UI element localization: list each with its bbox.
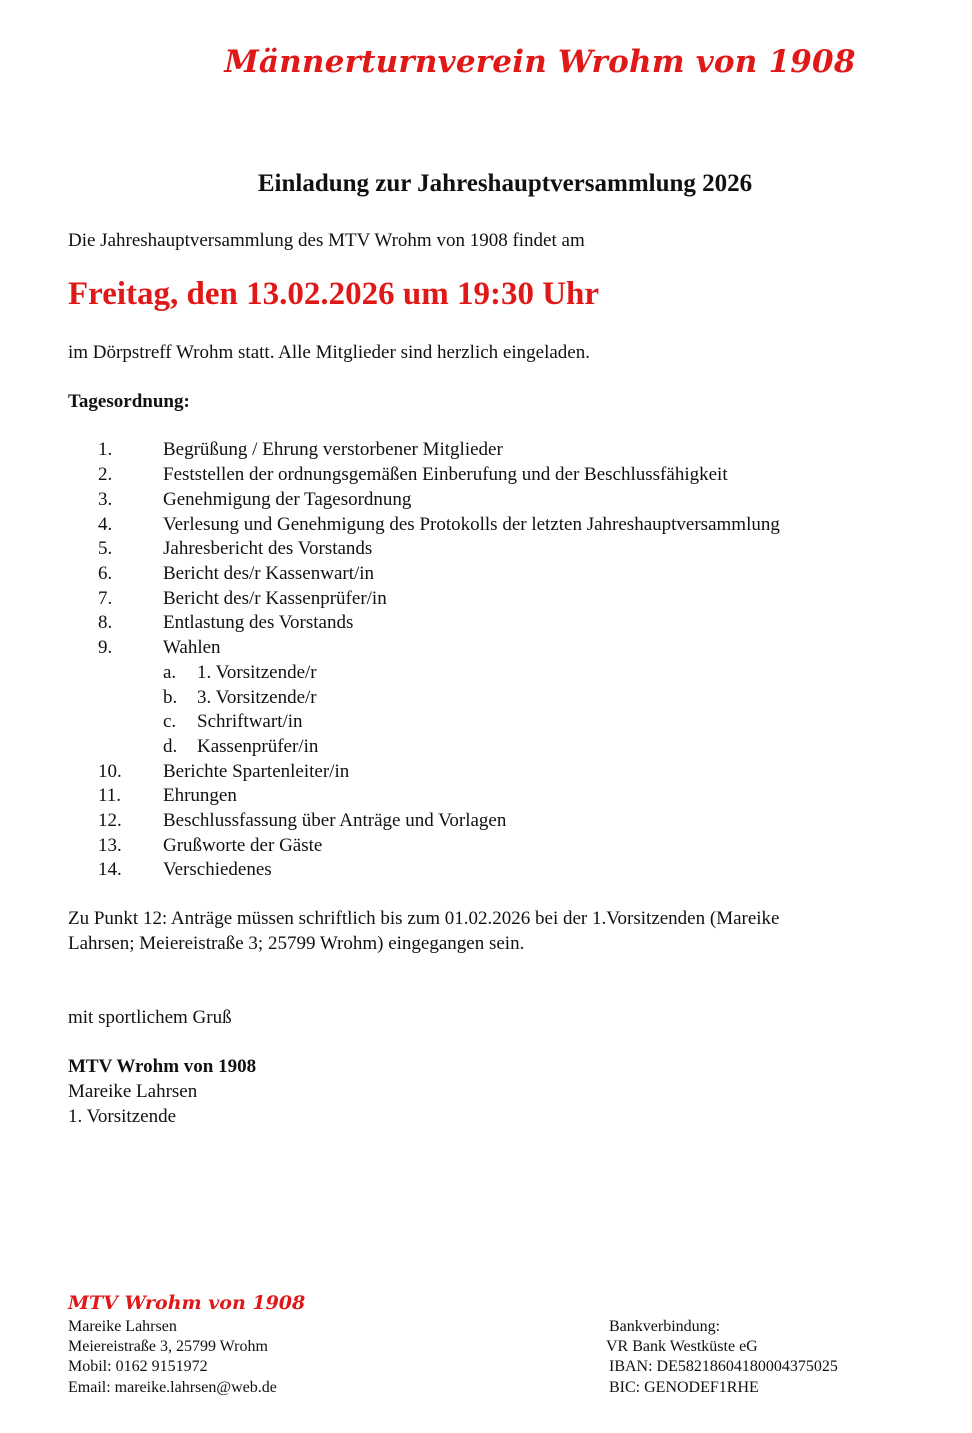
agenda-text: Grußworte der Gäste [163, 835, 323, 856]
agenda-number: 14. [98, 859, 122, 880]
agenda-number: 1. [98, 439, 113, 460]
agenda-text: Berichte Spartenleiter/in [163, 761, 350, 782]
agenda-number: 3. [98, 489, 113, 510]
meeting-date: Freitag, den 13.02.2026 um 19:30 Uhr [68, 276, 600, 312]
subitem-letter: d. [163, 736, 178, 757]
subitem-text: 3. Vorsitzende/r [197, 687, 317, 708]
footer-logo-text: MTV Wrohm von 1908 [68, 1292, 306, 1314]
agenda-text: Bericht des/r Kassenwart/in [163, 563, 375, 584]
agenda-number: 7. [98, 588, 113, 609]
subitem-text: Schriftwart/in [197, 711, 303, 732]
subitem-text: 1. Vorsitzende/r [197, 662, 317, 683]
contact-email: Email: mareike.lahrsen@web.de [68, 1379, 277, 1396]
agenda-text: Wahlen [163, 637, 221, 658]
agenda-text: Begrüßung / Ehrung verstorbener Mitglieder [163, 439, 503, 460]
agenda-number: 13. [98, 835, 122, 856]
closing-greeting: mit sportlichem Gruß [68, 1007, 232, 1028]
agenda-number: 6. [98, 563, 113, 584]
agenda-number: 2. [98, 464, 113, 485]
document-title: Einladung zur Jahreshauptversammlung 2026 [257, 170, 753, 197]
agenda-text: Genehmigung der Tagesordnung [163, 489, 412, 510]
agenda-number: 12. [98, 810, 122, 831]
subitem-letter: a. [163, 662, 177, 683]
agenda-text: Entlastung des Vorstands [163, 612, 354, 633]
agenda-number: 4. [98, 514, 113, 535]
signature-name: Mareike Lahrsen [68, 1081, 198, 1102]
subitem-letter: b. [163, 687, 178, 708]
agenda-number: 11. [98, 785, 122, 806]
agenda-label: Tagesordnung: [68, 391, 190, 412]
agenda-text: Verlesung und Genehmigung des Protokolls der letzten Jahreshauptversammlung [163, 514, 780, 535]
note-line-2: Lahrsen; Meiereistraße 3; 25799 Wrohm) eingegangen sein. [68, 933, 525, 954]
subitem-letter: c. [163, 711, 177, 732]
agenda-text: Jahresbericht des Vorstands [163, 538, 373, 559]
agenda-number: 9. [98, 637, 113, 658]
agenda-text: Ehrungen [163, 785, 237, 806]
agenda-text: Beschlussfassung über Anträge und Vorlagen [163, 810, 507, 831]
note-line-1: Zu Punkt 12: Anträge müssen schriftlich bis zum 01.02.2026 bei der 1.Vorsitzenden (Mareike [68, 908, 780, 929]
signature-role: 1. Vorsitzende [68, 1106, 177, 1127]
contact-name: Mareike Lahrsen [68, 1318, 177, 1335]
bank-iban: IBAN: DE58218604180004375025 [609, 1358, 838, 1375]
agenda-text: Feststellen der ordnungsgemäßen Einberufung und der Beschlussfähigkeit [163, 464, 728, 485]
bank-bic: BIC: GENODEF1RHE [609, 1379, 759, 1396]
contact-address: Meiereistraße 3, 25799 Wrohm [68, 1338, 268, 1355]
agenda-number: 8. [98, 612, 113, 633]
bank-label: Bankverbindung: [609, 1318, 721, 1335]
signature-org: MTV Wrohm von 1908 [68, 1056, 257, 1077]
agenda-text: Bericht des/r Kassenprüfer/in [163, 588, 387, 609]
intro-text: Die Jahreshauptversammlung des MTV Wrohm von 1908 findet am [68, 230, 585, 251]
agenda-text: Verschiedenes [163, 859, 272, 880]
location-text: im Dörpstreff Wrohm statt. Alle Mitglieder sind herzlich eingeladen. [68, 342, 590, 363]
contact-mobile: Mobil: 0162 9151972 [68, 1358, 208, 1375]
club-header-title: Männerturnverein Wrohm von 1908 [224, 44, 856, 80]
agenda-number: 5. [98, 538, 113, 559]
agenda-number: 10. [98, 761, 122, 782]
subitem-text: Kassenprüfer/in [197, 736, 319, 757]
bank-name: VR Bank Westküste eG [606, 1338, 758, 1355]
